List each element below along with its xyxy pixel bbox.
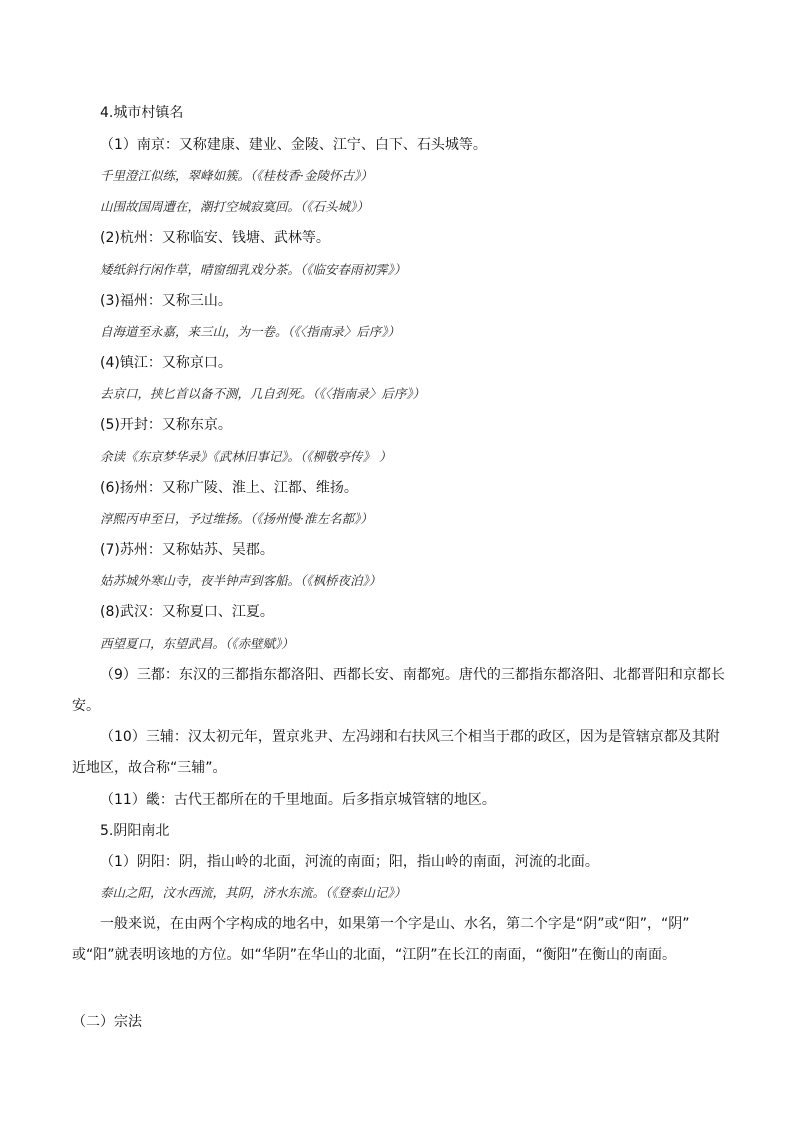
item-6-definition: (6)扬州：又称广陵、淮上、江都、维扬。 [100, 480, 358, 496]
item-1-example-1: 千里澄江似练，翠峰如簇。（《桂枝香·金陵怀古》） [100, 168, 373, 183]
item-11-definition: （11）畿：古代王都所在的千里地面。后多指京城管辖的地区。 [100, 792, 496, 808]
item-4-definition: (4)镇江：又称京口。 [100, 355, 232, 371]
item-3-definition: (3)福州：又称三山。 [100, 293, 232, 309]
item-5-definition: (5)开封：又称东京。 [100, 417, 232, 433]
item-1-definition: （1）南京：又称建康、建业、金陵、江宁、白下、石头城等。 [100, 137, 487, 153]
section-5-paragraph-line-2: 或“阳”就表明该地的方位。如“华阴”在华山的北面，“江阴”在长江的南面，“衡阳”在衡山的南面。 [72, 947, 677, 963]
item-1-example-2: 山围故国周遭在，潮打空城寂寞回。（《石头城》） [100, 199, 369, 214]
item-5-example: 余读《东京梦华录》《武林旧事记》。（《柳敬亭传》 ） [100, 449, 392, 464]
item-10-line-1: （10）三辅：汉太初元年，置京兆尹、左冯翊和右扶风三个相当于郡的政区，因为是管辖京都及其附 [100, 729, 720, 745]
section-4-heading: 4.城市村镇名 [100, 105, 184, 121]
section-5-item-1: （1）阴阳：阴，指山岭的北面，河流的南面；阳，指山岭的南面，河流的北面。 [100, 854, 599, 870]
section-two-heading: （二）宗法 [72, 1014, 142, 1030]
item-7-definition: (7)苏州：又称姑苏、吴郡。 [100, 542, 274, 558]
item-10-line-2: 近地区，故合称“三辅”。 [72, 760, 227, 776]
item-3-example: 自海道至永嘉，来三山，为一卷。（《〈指南录〉后序》） [100, 324, 401, 339]
item-8-definition: (8)武汉：又称夏口、江夏。 [100, 604, 274, 620]
item-9-line-2: 安。 [72, 698, 100, 714]
item-7-example: 姑苏城外寒山寺，夜半钟声到客船。（《枫桥夜泊》） [100, 573, 382, 588]
section-5-paragraph-line-1: 一般来说，在由两个字构成的地名中，如果第一个字是山、水名，第二个字是“阴”或“阳”，“阴” [100, 916, 690, 932]
item-8-example: 西望夏口，东望武昌。（《赤壁赋》） [100, 636, 294, 651]
item-2-definition: (2)杭州：又称临安、钱塘、武林等。 [100, 230, 330, 246]
item-2-example: 矮纸斜行闲作草，晴窗细乳戏分茶。（《临安春雨初霁》） [100, 262, 407, 277]
section-5-heading: 5.阴阳南北 [100, 823, 170, 839]
item-6-example: 淳熙丙申至日，予过维扬。（《扬州慢·淮左名都》） [100, 511, 373, 526]
section-5-example-1: 泰山之阳，汶水西流，其阴，济水东流。（《登泰山记》） [100, 885, 407, 900]
item-4-example: 去京口，挟匕首以备不测，几自刭死。（《〈指南录〉后序》） [100, 386, 426, 401]
item-9-line-1: （9）三都：东汉的三都指东都洛阳、西都长安、南都宛。唐代的三都指东都洛阳、北都晋阳和京都长 [100, 667, 725, 683]
